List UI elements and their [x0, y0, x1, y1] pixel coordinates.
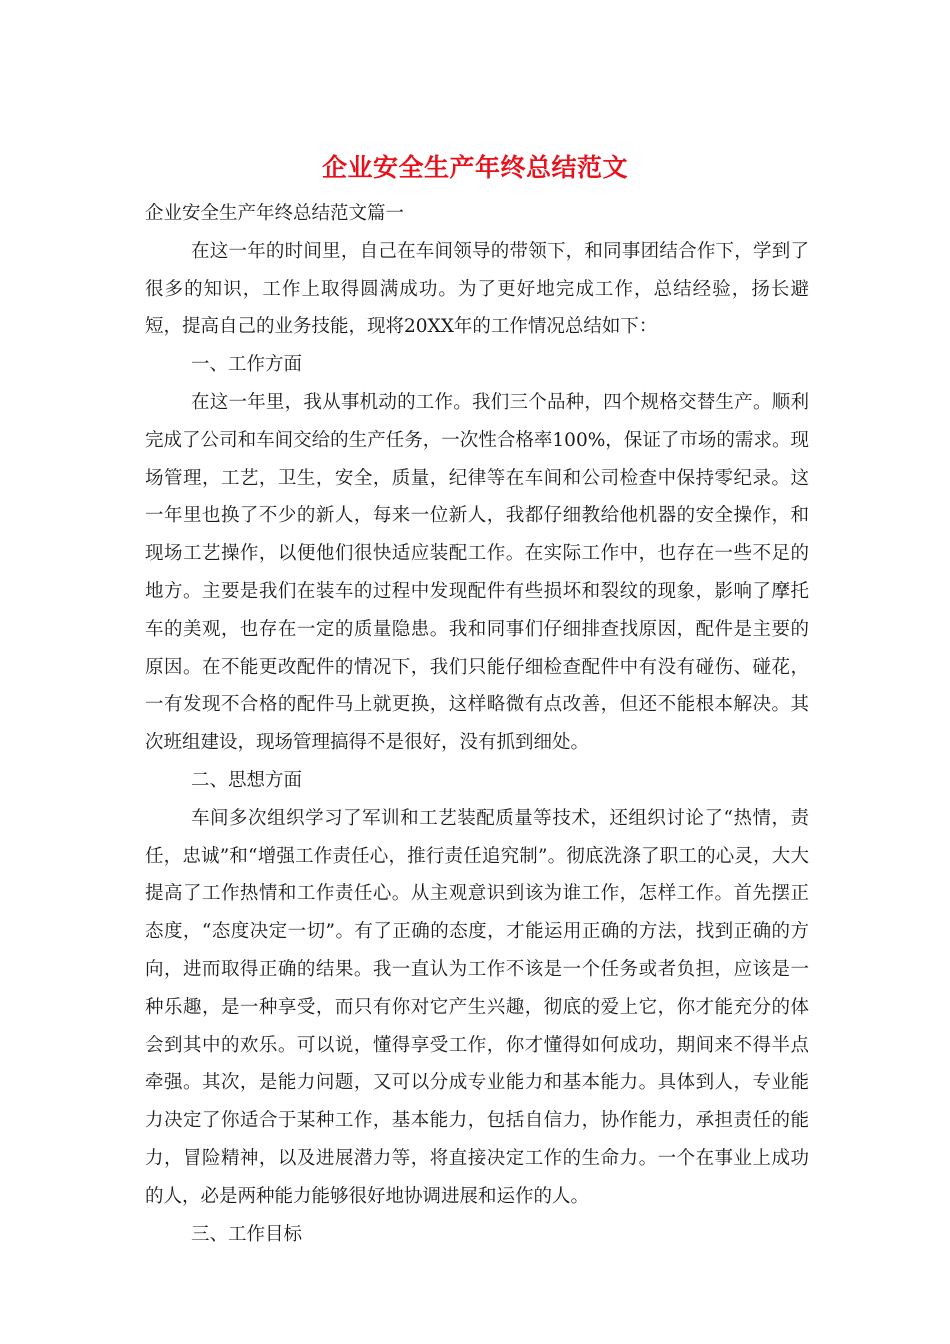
document-title: 企业安全生产年终总结范文	[321, 153, 628, 182]
section-heading-thought: 二、思想方面	[191, 769, 303, 791]
document-subtitle: 企业安全生产年终总结范文篇一	[145, 203, 405, 224]
section-heading-work: 一、工作方面	[191, 354, 303, 376]
paragraph-work: 在这一年里，我从事机动的工作。我们三个品种，四个规格交替生产。顺利完成了公司和车间交给的生产任务，一次性合格率100%，保证了市场的需求。现场管理，工艺，卫生，安全，质量，纪律等在车间和公司检查中保持零纪录。这一年里也换了不少的新人，每来一位新人，我都仔细教给他机器的安全操作，和现场工艺操作，以便他们很快适应装配工作。在实际工作中，也存在一些不足的地方。主要是我们在装车的过程中发现配件有些损坏和裂纹的现象，影响了摩托车的美观，也存在一定的质量隐患。我和同事们仔细排查找原因，配件是主要的原因。在不能更改配件的情况下，我们只能仔细检查配件中有没有碰伤、碰花，一有发现不合格的配件马上就更换，这样略微有点改善，但还不能根本解决。其次班组建设，现场管理搞得不是很好，没有抓到细处。	[145, 391, 809, 754]
paragraph-thought: 车间多次组织学习了军训和工艺装配质量等技术，还组织讨论了“热情，责任，忠诚”和“增强工作责任心，推行责任追究制”。彻底洗涤了职工的心灵，大大提高了工作热情和工作责任心。从主观意识到该为谁工作，怎样工作。首先摆正态度，“态度决定一切”。有了正确的态度，才能运用正确的方法，找到正确的方向，进而取得正确的结果。我一直认为工作不该是一个任务或者负担，应该是一种乐趣，是一种享受，而只有你对它产生兴趣，彻底的爱上它，你才能充分的体会到其中的欢乐。可以说，懂得享受工作，你才懂得如何成功，期间来不得半点牵强。其次，是能力问题，又可以分成专业能力和基本能力。具体到人，专业能力决定了你适合于某种工作，基本能力，包括自信力，协作能力，承担责任的能力，冒险精神，以及进展潜力等，将直接决定工作的生命力。一个在事业上成功的人，必是两种能力能够很好地协调进展和运作的人。	[145, 807, 809, 1207]
document-body	[145, 195, 809, 1253]
paragraph-intro: 在这一年的时间里，自己在车间领导的带领下，和同事团结合作下，学到了很多的知识，工作上取得圆满成功。为了更好地完成工作，总结经验，扬长避短，提高自己的业务技能，现将20XX年的工作情况总结如下：	[145, 240, 809, 338]
section-heading-goals: 三、工作目标	[191, 1223, 303, 1245]
